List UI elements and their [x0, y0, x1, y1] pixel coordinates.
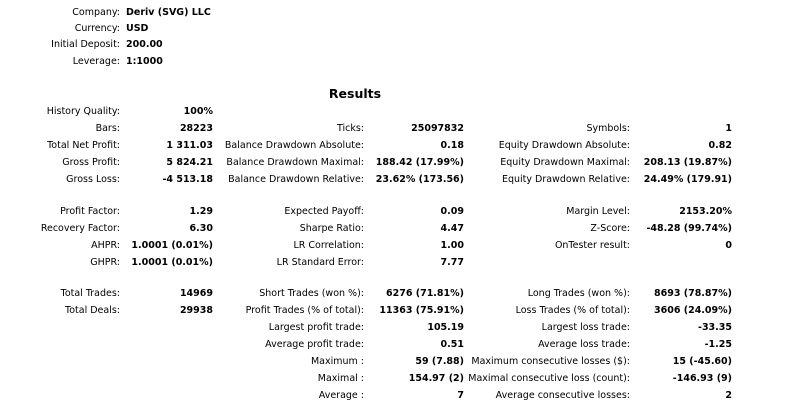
- lr-standard-error-value: 7.77: [440, 257, 464, 268]
- z-score-value: -48.28 (99.74%): [646, 223, 732, 234]
- average-loss-trade-value: -1.25: [704, 339, 732, 350]
- largest-profit-trade-value: 105.19: [427, 322, 464, 333]
- ontester-result-value: 0: [725, 240, 732, 251]
- company-label: Company:: [72, 7, 120, 18]
- maximal-consecutive-loss-value: -146.93 (9): [672, 373, 732, 384]
- initial-deposit-value: 200.00: [126, 39, 163, 50]
- total-net-profit-label: Total Net Profit:: [47, 140, 120, 151]
- long-trades-value: 8693 (78.87%): [654, 288, 732, 299]
- sharpe-ratio-label: Sharpe Ratio:: [299, 223, 364, 234]
- equity-drawdown-maximal-label: Equity Drawdown Maximal:: [500, 157, 630, 168]
- margin-level-value: 2153.20%: [679, 206, 732, 217]
- gross-loss-value: -4 513.18: [162, 174, 213, 185]
- total-trades-label: Total Trades:: [60, 288, 120, 299]
- expected-payoff-label: Expected Payoff:: [284, 206, 364, 217]
- ticks-label: Ticks:: [336, 123, 364, 134]
- symbols-label: Symbols:: [586, 123, 630, 134]
- bars-value: 28223: [179, 123, 213, 134]
- equity-drawdown-absolute-value: 0.82: [708, 140, 732, 151]
- currency-label: Currency:: [74, 23, 120, 34]
- average-profit-trade-label: Average profit trade:: [265, 339, 364, 350]
- total-deals-value: 29938: [179, 305, 213, 316]
- lr-standard-error-label: LR Standard Error:: [276, 257, 364, 268]
- equity-drawdown-maximal-value: 208.13 (19.87%): [643, 157, 732, 168]
- bars-label: Bars:: [95, 123, 120, 134]
- company-value: Deriv (SVG) LLC: [126, 7, 211, 18]
- ghpr-label: GHPR:: [90, 257, 120, 268]
- sharpe-ratio-value: 4.47: [440, 223, 464, 234]
- maximal-consecutive-loss-label: Maximal consecutive loss (count):: [468, 373, 630, 384]
- equity-drawdown-relative-value: 24.49% (179.91): [643, 174, 732, 185]
- leverage-value: 1:1000: [126, 56, 163, 67]
- recovery-factor-label: Recovery Factor:: [40, 223, 120, 234]
- maximum-consecutive-wins-label: Maximum :: [310, 356, 364, 367]
- balance-drawdown-relative-label: Balance Drawdown Relative:: [228, 174, 364, 185]
- long-trades-label: Long Trades (won %):: [527, 288, 630, 299]
- lr-correlation-label: LR Correlation:: [293, 240, 364, 251]
- average-profit-trade-value: 0.51: [440, 339, 464, 350]
- balance-drawdown-maximal-label: Balance Drawdown Maximal:: [226, 157, 364, 168]
- maximum-consecutive-wins-value: 59 (7.88): [415, 356, 464, 367]
- profit-factor-label: Profit Factor:: [60, 206, 120, 217]
- total-deals-label: Total Deals:: [65, 305, 120, 316]
- lr-correlation-value: 1.00: [440, 240, 464, 251]
- total-trades-value: 14969: [179, 288, 213, 299]
- history-quality-label: History Quality:: [46, 106, 120, 117]
- balance-drawdown-relative-value: 23.62% (173.56): [375, 174, 464, 185]
- loss-trades-label: Loss Trades (% of total):: [515, 305, 630, 316]
- largest-profit-trade-label: Largest profit trade:: [268, 322, 364, 333]
- maximum-consecutive-losses-value: 15 (-45.60): [672, 356, 732, 367]
- gross-loss-label: Gross Loss:: [66, 174, 120, 185]
- equity-drawdown-relative-label: Equity Drawdown Relative:: [501, 174, 630, 185]
- margin-level-label: Margin Level:: [566, 206, 630, 217]
- average-consecutive-wins-value: 7: [457, 390, 464, 401]
- currency-value: USD: [126, 23, 149, 34]
- equity-drawdown-absolute-label: Equity Drawdown Absolute:: [498, 140, 630, 151]
- maximal-consecutive-profit-label: Maximal :: [317, 373, 364, 384]
- ontester-result-label: OnTester result:: [554, 240, 630, 251]
- profit-factor-value: 1.29: [189, 206, 213, 217]
- balance-drawdown-absolute-label: Balance Drawdown Absolute:: [224, 140, 364, 151]
- maximal-consecutive-profit-value: 154.97 (2): [408, 373, 464, 384]
- leverage-label: Leverage:: [72, 56, 120, 67]
- z-score-label: Z-Score:: [590, 223, 630, 234]
- short-trades-label: Short Trades (won %):: [259, 288, 364, 299]
- balance-drawdown-absolute-value: 0.18: [440, 140, 464, 151]
- short-trades-value: 6276 (71.81%): [386, 288, 464, 299]
- initial-deposit-label: Initial Deposit:: [51, 39, 120, 50]
- expected-payoff-value: 0.09: [440, 206, 464, 217]
- balance-drawdown-maximal-value: 188.42 (17.99%): [375, 157, 464, 168]
- profit-trades-label: Profit Trades (% of total):: [245, 305, 364, 316]
- ahpr-value: 1.0001 (0.01%): [131, 240, 213, 251]
- results-title: Results: [328, 86, 382, 101]
- history-quality-value: 100%: [183, 106, 213, 117]
- symbols-value: 1: [725, 123, 732, 134]
- maximum-consecutive-losses-label: Maximum consecutive losses ($):: [471, 356, 630, 367]
- total-net-profit-value: 1 311.03: [166, 140, 213, 151]
- gross-profit-label: Gross Profit:: [62, 157, 120, 168]
- recovery-factor-value: 6.30: [189, 223, 213, 234]
- ticks-value: 25097832: [411, 123, 464, 134]
- ahpr-label: AHPR:: [91, 240, 120, 251]
- gross-profit-value: 5 824.21: [166, 157, 213, 168]
- average-consecutive-wins-label: Average :: [318, 390, 364, 401]
- largest-loss-trade-value: -33.35: [698, 322, 732, 333]
- average-consecutive-losses-label: Average consecutive losses:: [495, 390, 630, 401]
- largest-loss-trade-label: Largest loss trade:: [541, 322, 630, 333]
- average-loss-trade-label: Average loss trade:: [538, 339, 630, 350]
- average-consecutive-losses-value: 2: [725, 390, 732, 401]
- ghpr-value: 1.0001 (0.01%): [131, 257, 213, 268]
- loss-trades-value: 3606 (24.09%): [654, 305, 732, 316]
- profit-trades-value: 11363 (75.91%): [379, 305, 464, 316]
